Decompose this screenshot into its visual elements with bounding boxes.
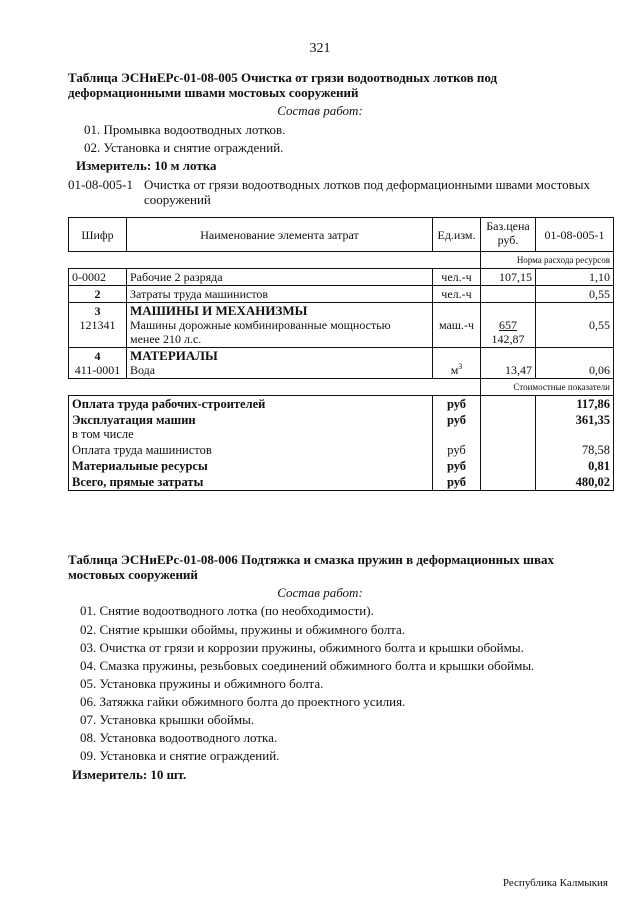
norm-caption-row xyxy=(69,252,614,269)
unit-superscript: 3 xyxy=(458,362,463,371)
row-name: Затраты труда машинистов xyxy=(127,286,433,303)
row-norm: 0,06 xyxy=(536,348,614,379)
resource-name: Вода xyxy=(130,363,156,377)
cost-row xyxy=(69,458,614,474)
header-unit: Ед.изм. xyxy=(433,218,481,252)
table-row xyxy=(69,303,614,348)
cost-caption-row xyxy=(69,379,614,396)
cost-unit: руб xyxy=(433,396,481,413)
table-row xyxy=(69,286,614,303)
cost-caption: Стоимостные показатели xyxy=(481,379,614,396)
cost-value: 117,86 xyxy=(536,396,614,413)
cost-name: Всего, прямые затраты xyxy=(69,474,433,491)
row-code xyxy=(69,303,127,348)
row-code: 2 xyxy=(69,286,127,303)
table1-meter: Измеритель: 10 м лотка xyxy=(76,158,217,173)
table2-work-item: 04. Смазка пружины, резьбовых соединений обжимного болта и крышки обоймы. xyxy=(80,658,535,673)
cost-value: 361,35 xyxy=(536,412,614,442)
table2-work-item: 08. Установка водоотводного лотка. xyxy=(80,730,278,745)
table-header-row xyxy=(69,218,614,252)
table2-work-item: 05. Установка пружины и обжимного болта. xyxy=(80,676,324,691)
header-price-line2: руб. xyxy=(497,233,519,247)
table2-title-line2: мостовых сооружений xyxy=(68,567,198,582)
price-value-2: 142,87 xyxy=(491,332,525,346)
row-unit: чел.-ч xyxy=(433,286,481,303)
table2-work-item: 07. Установка крышки обоймы. xyxy=(80,712,255,727)
row-name xyxy=(127,303,433,348)
table2-work-item: 03. Очистка от грязи и коррозии пружины, обжимного болта и крышки обоймы. xyxy=(80,640,524,655)
table1-work-heading: Состав работ: xyxy=(277,103,363,118)
table1-title-line2: деформационными швами мостовых сооружений xyxy=(68,85,359,100)
resource-name-line2: менее 210 л.с. xyxy=(130,332,202,346)
table2-work-item: 01. Снятие водоотводного лотка (по необходимости). xyxy=(80,603,374,618)
header-price-line1: Баз.цена xyxy=(486,219,530,233)
row-price: 13,47 xyxy=(481,348,536,379)
cost-name: Оплата труда рабочих-строителей xyxy=(69,396,433,413)
cost-name: Материальные ресурсы xyxy=(69,458,433,474)
row-price xyxy=(481,303,536,348)
row-name xyxy=(127,348,433,379)
cost-name xyxy=(69,412,433,442)
cost-unit: руб xyxy=(433,412,481,442)
table2-work-item: 06. Затяжка гайки обжимного болта до проектного усилия. xyxy=(80,694,406,709)
table1-code: 01-08-005-1 xyxy=(68,177,133,192)
cost-row xyxy=(69,396,614,413)
header-name: Наименование элемента затрат xyxy=(127,218,433,252)
table1-title-line1: Таблица ЭСНиЕРс-01-08-005 Очистка от грязи водоотводных лотков под xyxy=(68,70,498,85)
section-number: 4 xyxy=(94,349,101,363)
resource-code: 121341 xyxy=(79,318,116,332)
row-code xyxy=(69,348,127,379)
row-name: Рабочие 2 разряда xyxy=(127,269,433,286)
table-row xyxy=(69,348,614,379)
table2-work-item: 02. Снятие крышки обоймы, пружины и обжимного болта. xyxy=(80,622,406,637)
page-number: 321 xyxy=(309,41,331,56)
cost-name-main: Эксплуатация машин xyxy=(72,413,196,427)
table1-work-item: 01. Промывка водоотводных лотков. xyxy=(84,122,286,137)
cost-row xyxy=(69,474,614,491)
cost-name: Оплата труда машинистов xyxy=(69,442,433,458)
table1-code-desc-line1: Очистка от грязи водоотводных лотков под деформационными швами мостовых xyxy=(144,177,590,192)
resource-table xyxy=(68,217,614,491)
row-unit: чел.-ч xyxy=(433,269,481,286)
cost-value: 0,81 xyxy=(536,458,614,474)
section-title: МАТЕРИАЛЫ xyxy=(130,348,218,363)
row-norm: 1,10 xyxy=(536,269,614,286)
cost-value: 480,02 xyxy=(536,474,614,491)
row-unit: маш.-ч xyxy=(433,303,481,348)
cost-unit: руб xyxy=(433,474,481,491)
header-norm: 01-08-005-1 xyxy=(536,218,614,252)
table2-work-item: 09. Установка и снятие ограждений. xyxy=(80,748,280,763)
norm-caption: Норма расхода ресурсов xyxy=(481,252,614,269)
table2-meter: Измеритель: 10 шт. xyxy=(72,767,187,782)
row-norm: 0,55 xyxy=(536,303,614,348)
table2-work-heading: Состав работ: xyxy=(277,585,363,600)
section-number: 3 xyxy=(94,304,101,318)
resource-code: 411-0001 xyxy=(74,363,121,377)
cost-unit: руб xyxy=(433,458,481,474)
footer-region: Республика Калмыкия xyxy=(502,877,608,889)
cost-name-sub: в том числе xyxy=(72,427,134,441)
unit-text: м xyxy=(450,363,459,377)
table1-code-desc-line2: сооружений xyxy=(144,192,211,207)
table2-title-line1: Таблица ЭСНиЕРс-01-08-006 Подтяжка и смазка пружин в деформационных швах xyxy=(68,552,555,567)
resource-name-line1: Машины дорожные комбинированные мощностью xyxy=(130,318,391,332)
header-price xyxy=(481,218,536,252)
header-code: Шифр xyxy=(69,218,127,252)
table1-work-item: 02. Установка и снятие ограждений. xyxy=(84,140,284,155)
row-unit xyxy=(433,348,481,379)
cost-value: 78,58 xyxy=(536,442,614,458)
row-code: 0-0002 xyxy=(69,269,127,286)
section-title: МАШИНЫ И МЕХАНИЗМЫ xyxy=(130,303,308,318)
cost-unit: руб xyxy=(433,442,481,458)
cost-row xyxy=(69,442,614,458)
row-price: 107,15 xyxy=(481,269,536,286)
cost-row xyxy=(69,412,614,442)
row-norm: 0,55 xyxy=(536,286,614,303)
table-row xyxy=(69,269,614,286)
price-value-1: 657 xyxy=(499,318,517,332)
